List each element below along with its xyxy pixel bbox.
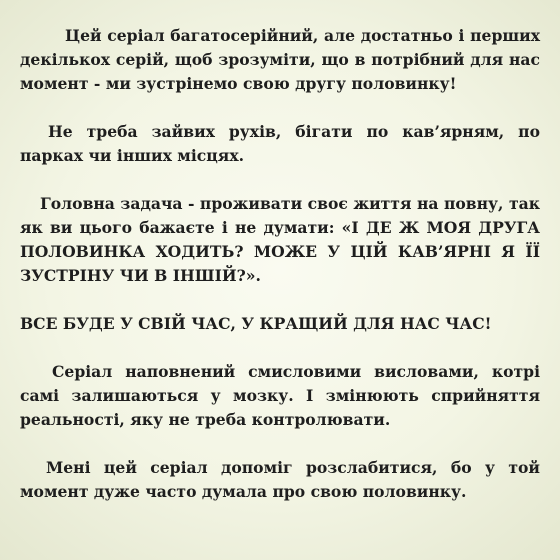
- paragraph-main-task: Головна задача - проживати своє життя на повну, так як ви цього бажаєте і не думати: «І ДЕ Ж МОЯ ДРУГА ПОЛОВИНКА ХОДИТЬ? МОЖЕ У ЦІЙ КАВ’ЯРНІ Я ЇЇ ЗУСТРІНУ ЧИ В ІНШІЙ?».: [20, 194, 540, 285]
- paragraph-meaningful-quotes: Серіал наповнений смисловими висловами, котрі самі залишаються у мозку. І змінюють сприйняття реальності, яку не треба контролювати.: [20, 362, 540, 429]
- paragraph-no-extra-moves: Не треба зайвих рухів, бігати по кав’ярням, по парках чи інших місцях.: [20, 122, 540, 165]
- paragraph-everything-in-time: ВСЕ БУДЕ У СВІЙ ЧАС, У КРАЩИЙ ДЛЯ НАС ЧАС!: [20, 314, 492, 333]
- paragraph-series-intro: Цей серіал багатосерійний, але достатньо і перших декількох серій, щоб зрозуміти, що в потрібний для нас момент - ми зустрінемо свою другу половинку!: [20, 26, 540, 93]
- paragraph-personal-note: Мені цей серіал допоміг розслабитися, бо у той момент дуже часто думала про свою половинку.: [20, 458, 540, 501]
